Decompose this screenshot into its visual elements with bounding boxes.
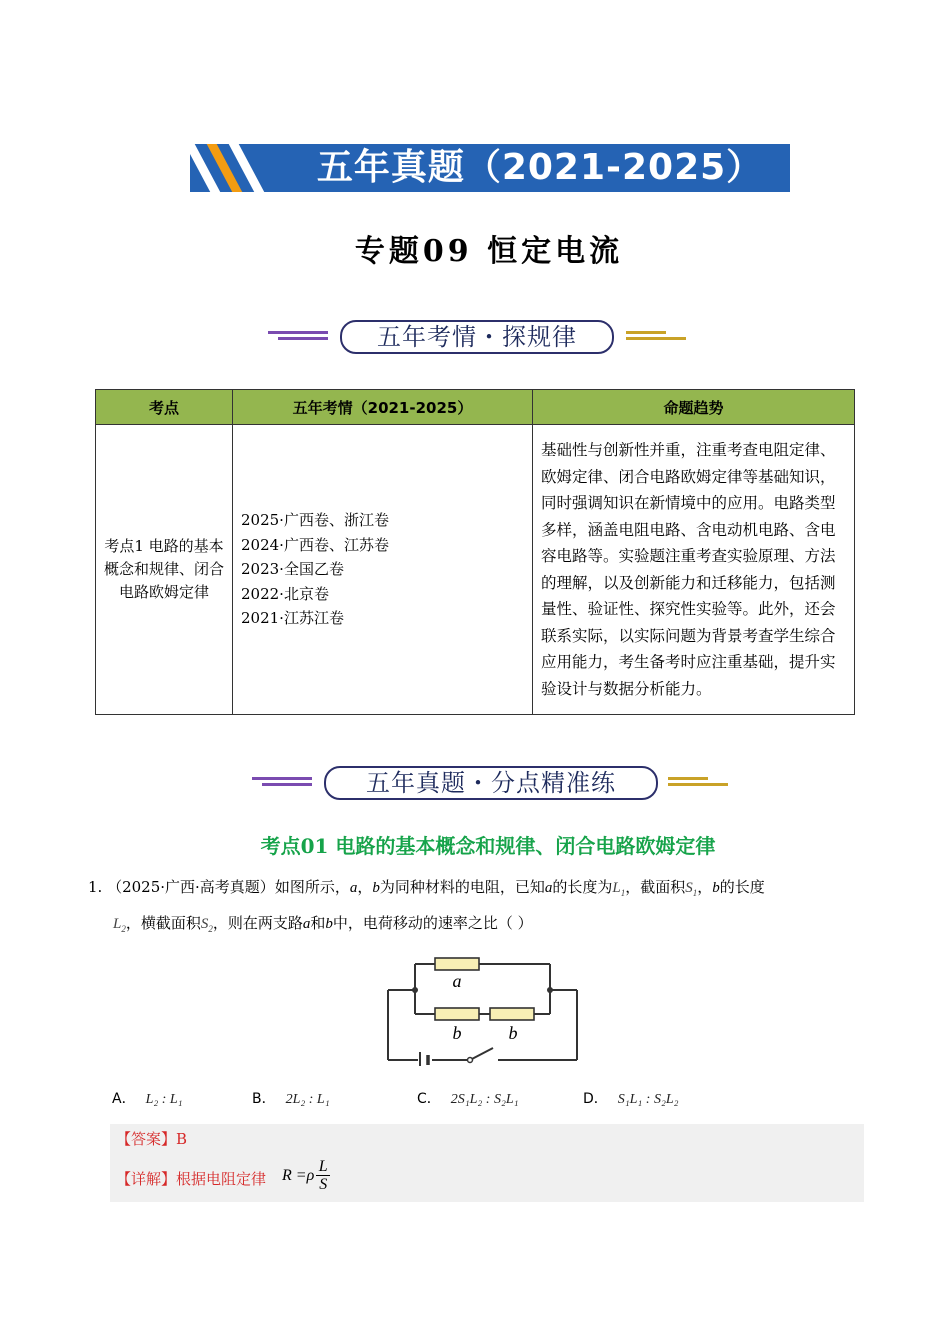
junction-node xyxy=(547,987,553,993)
table-header: 命题趋势 xyxy=(533,390,855,425)
answer-value: B xyxy=(176,1130,188,1148)
answer-line xyxy=(116,1128,187,1149)
detail-label: 【详解】 xyxy=(116,1170,177,1188)
question-text: ，则在两支路 xyxy=(212,914,303,932)
resistance-formula xyxy=(282,1158,330,1193)
symbol-sub: 1 xyxy=(692,888,698,898)
symbol-sub: 2 xyxy=(208,924,213,934)
exam-trend-table xyxy=(95,389,855,715)
document-title: 专题09 恒定电流 xyxy=(354,234,624,269)
question-text: 如图所示， xyxy=(274,878,350,896)
option-label: B． xyxy=(252,1091,276,1107)
topic-heading: 考点01 电路的基本概念和规律、闭合电路欧姆定律 xyxy=(260,834,716,858)
option-b[interactable] xyxy=(252,1088,330,1108)
option-c[interactable] xyxy=(417,1088,518,1108)
answer-box xyxy=(110,1124,864,1202)
formula-numerator: L xyxy=(318,1158,328,1175)
var-a: a xyxy=(302,916,311,932)
var-b: b xyxy=(325,916,333,932)
symbol-letter: L xyxy=(612,880,621,896)
detail-text: 根据电阻定律 xyxy=(176,1170,267,1188)
question-text: ， xyxy=(697,878,713,896)
switch-contact xyxy=(468,1058,473,1063)
question-text-line xyxy=(88,876,765,898)
section-header-practice xyxy=(252,766,732,802)
junction-node xyxy=(412,987,418,993)
symbol-S2 xyxy=(201,916,213,932)
question-number: 1. xyxy=(88,878,103,896)
symbol-L1 xyxy=(612,880,625,896)
resistor-a xyxy=(435,958,479,970)
label-b: b xyxy=(452,1023,462,1043)
option-expr: 2S₁L₂ : S₂L₁ xyxy=(450,1092,519,1107)
year-item: 2025·广西卷、浙江卷 xyxy=(241,511,389,530)
symbol-L2 xyxy=(113,916,126,932)
var-a: a xyxy=(544,880,553,896)
option-label: D． xyxy=(583,1091,608,1107)
decor-lines-left xyxy=(252,777,312,789)
title-banner xyxy=(190,144,790,192)
table-header: 考点 xyxy=(96,390,233,425)
switch-lever xyxy=(470,1048,493,1060)
resistor-b xyxy=(435,1008,479,1020)
question-text: ， xyxy=(357,878,373,896)
decor-lines-right xyxy=(668,777,728,789)
var-a: a xyxy=(349,880,358,896)
option-expr: L₂ : L₁ xyxy=(145,1092,183,1107)
detail-line xyxy=(116,1168,266,1189)
symbol-sub: 2 xyxy=(121,924,126,934)
section-title: 五年考情・探规律 xyxy=(340,320,614,354)
question-text-line xyxy=(113,912,533,934)
option-label: A． xyxy=(112,1091,136,1107)
banner-title: 五年真题（2021-2025） xyxy=(316,147,764,188)
question-text: ，横截面积 xyxy=(125,914,201,932)
var-b: b xyxy=(372,880,380,896)
decor-lines-right xyxy=(626,331,686,343)
option-label: C． xyxy=(417,1091,441,1107)
question-text: ，截面积 xyxy=(625,878,686,896)
table-cell-years xyxy=(233,425,533,715)
answer-label: 【答案】 xyxy=(116,1130,177,1148)
symbol-S1 xyxy=(685,880,697,896)
table-cell-trend: 基础性与创新性并重，注重考查电阻定律、欧姆定律、闭合电路欧姆定律等基础知识，同时强调知识在新情境中的应用。电路类型多样，涵盖电阻电路、含电动机电路、含电容电路等。实验题注重考查实验原理、方法的理解，以及创新能力和迁移能力，包括测量性、验证性、探究性实验等。此外，还会联系实际，以实际问题为背景考查学生综合应用能力，考生备考时应注重基础，提升实验设计与数据分析能力。 xyxy=(533,425,855,715)
table-cell-topic: 考点1 电路的基本概念和规律、闭合电路欧姆定律 xyxy=(96,425,233,715)
decor-lines-left xyxy=(268,331,328,343)
option-a[interactable] xyxy=(112,1088,183,1108)
question-text: 中，电荷移动的速率之比（ ） xyxy=(332,914,533,932)
year-item: 2023·全国乙卷 xyxy=(241,560,344,579)
section-title: 五年真题・分点精准练 xyxy=(324,766,658,800)
circuit-diagram xyxy=(380,956,585,1066)
var-b: b xyxy=(712,880,720,896)
symbol-letter: S xyxy=(200,916,209,932)
option-expr: S₁L₁ : S₂L₂ xyxy=(617,1092,679,1107)
table-header: 五年考情（2021-2025） xyxy=(233,390,533,425)
formula-lhs: R =ρ xyxy=(282,1166,315,1184)
label-b: b xyxy=(508,1023,518,1043)
formula-fraction xyxy=(316,1158,330,1193)
formula-denominator: S xyxy=(319,1176,328,1193)
year-item: 2024·广西卷、江苏卷 xyxy=(241,535,389,554)
section-header-trend xyxy=(268,320,688,356)
question-text: 和 xyxy=(310,914,326,932)
year-item: 2022·北京卷 xyxy=(241,584,329,603)
question-text: 为同种材料的电阻，已知 xyxy=(379,878,545,896)
symbol-letter: S xyxy=(685,880,693,896)
option-d[interactable] xyxy=(583,1088,678,1108)
option-expr: 2L₂ : L₁ xyxy=(285,1092,330,1107)
question-source: （2025·广西·高考真题） xyxy=(107,878,275,896)
symbol-letter: L xyxy=(113,916,122,932)
question-text: 的长度为 xyxy=(552,878,613,896)
resistor-b xyxy=(490,1008,534,1020)
year-item: 2021·江苏江卷 xyxy=(241,609,344,628)
question-text: 的长度 xyxy=(719,878,765,896)
label-a: a xyxy=(452,971,462,991)
symbol-sub: 1 xyxy=(620,888,626,898)
